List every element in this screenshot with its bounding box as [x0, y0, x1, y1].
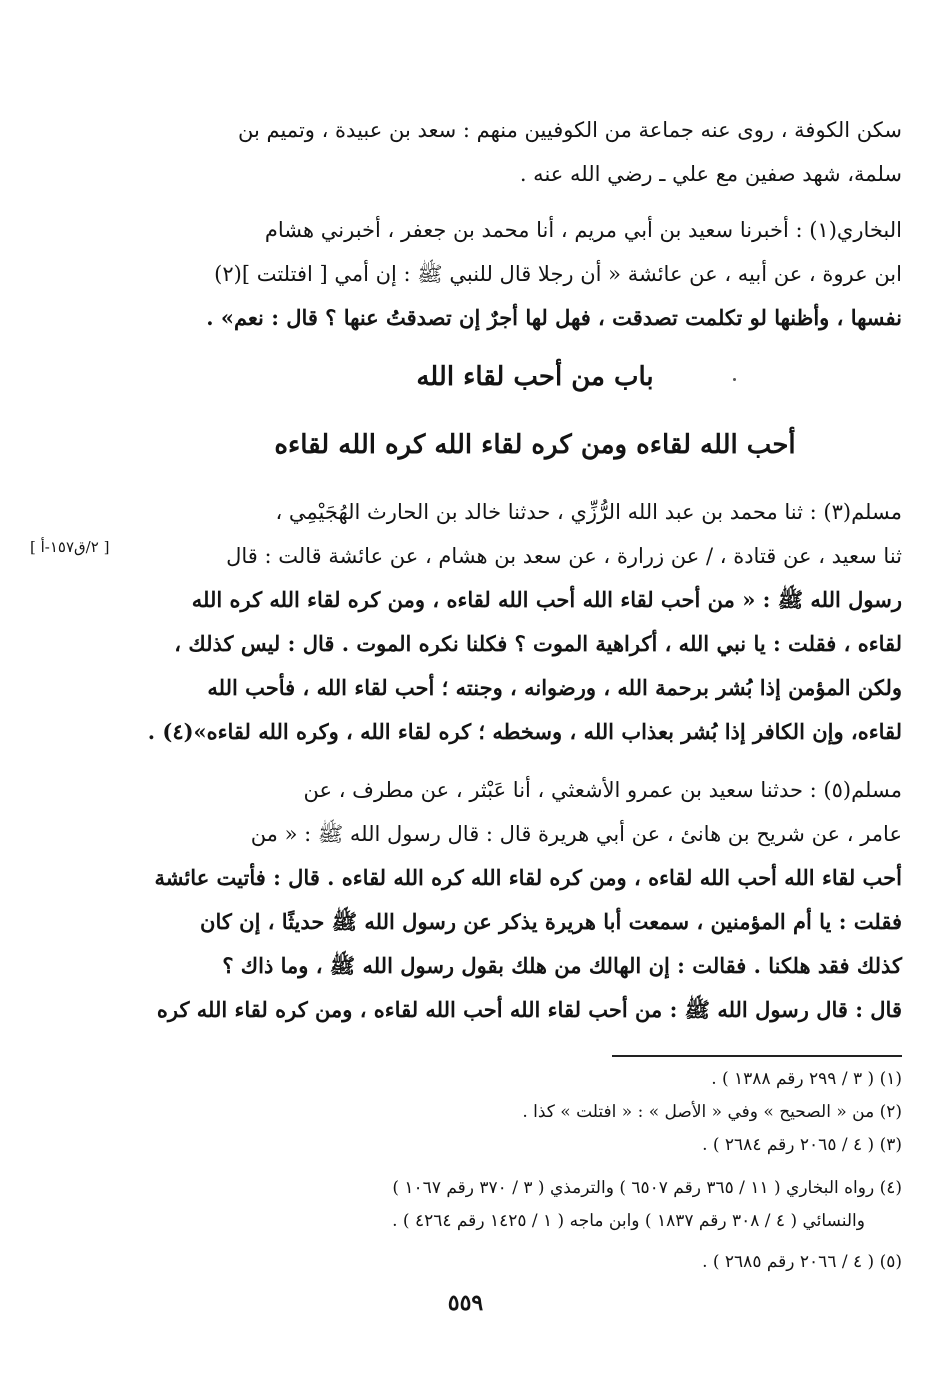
text-line: سلمة، شهد صفين مع علي ـ رضي الله عنه . [519, 162, 902, 186]
text-line: سكن الكوفة ، روى عنه جماعة من الكوفيين منهم : سعد بن عبيدة ، وتميم بن [237, 118, 902, 142]
text-line: أحب لقاء الله أحب الله لقاءه ، ومن كره لقاء الله كره الله لقاءه . قال : فأتيت عائشة [154, 865, 902, 890]
bukhari-paragraph [168, 208, 902, 340]
footnote-4-continued: والنسائي ( ٤ / ٣٠٨ رقم ١٨٣٧ ) وابن ماجه ( ١ / ١٤٢٥ رقم ٤٢٦٤ ) . [392, 1211, 865, 1231]
footnote-2: (٢) من « الصحيح » وفي « الأصل » : « افتلت » كذا . [522, 1102, 902, 1122]
muslim-paragraph-1 [147, 490, 902, 754]
text-line: لقاءه ، فقلت : يا نبي الله ، أكراهية الموت ؟ فكلنا نكره الموت . قال : ليس كذلك ، [174, 631, 902, 656]
footnote-separator [612, 1055, 902, 1057]
text-line: نفسها ، وأظنها لو تكلمت تصدقت ، فهل لها أجرٌ إن تصدقتُ عنها ؟ قال : نعم» . [206, 305, 902, 330]
text-line: لقاءه، وإن الكافر إذا بُشر بعذاب الله ، وسخطه ؛ كره لقاء الله ، وكره الله لقاءه»(٤) . [147, 719, 902, 744]
text-line: فقلت : يا أم المؤمنين ، سمعت أبا هريرة يذكر عن رسول الله ﷺ حديثًا ، إن كان [200, 909, 902, 934]
footnote-1: (١) ( ٣ / ٢٩٩ رقم ١٣٨٨ ) . [711, 1069, 902, 1089]
text-line: عامر ، عن شريح بن هانئ ، عن أبي هريرة قال : قال رسول الله ﷺ : « من [250, 822, 902, 846]
text-line: ولكن المؤمن إذا بُشر برحمة الله ، ورضوانه ، وجنته ؛ أحب لقاء الله ، فأحب الله [207, 675, 902, 700]
text-line: البخاري(١) : أخبرنا سعيد بن أبي مريم ، أنا محمد بن جعفر ، أخبرني هشام [264, 218, 902, 242]
section-heading: أحب الله لقاءه ومن كره لقاء الله كره الله لقاءه [274, 430, 796, 460]
page-number: ٥٥٩ [447, 1290, 484, 1316]
intro-paragraph [168, 108, 902, 196]
text-line: مسلم(٥) : حدثنا سعيد بن عمرو الأشعثي ، أنا عَبْثر ، عن مطرف ، عن [303, 778, 902, 802]
text-line: كذلك فقد هلكنا . فقالت : إن الهالك من هلك بقول رسول الله ﷺ ، وما ذاك ؟ [222, 953, 902, 978]
muslim-paragraph-2 [154, 768, 902, 1032]
text-line: قال : قال رسول الله ﷺ : من أحب لقاء الله أحب الله لقاءه ، ومن كره لقاء الله كره [156, 997, 902, 1022]
text-line: ثنا سعيد ، عن قتادة ، / عن زرارة ، عن سعد بن هشام ، عن عائشة قالت : قال [226, 544, 902, 568]
text-line: ابن عروة ، عن أبيه ، عن عائشة « أن رجلا قال للنبي ﷺ : إن أمي [ افتلتت ](٢) [214, 262, 902, 286]
text-line: مسلم(٣) : ثنا محمد بن عبد الله الرُّزِّي ، حدثنا خالد بن الحارث الهُجَيْمِي ، [275, 500, 902, 524]
manuscript-reference: [ ٢/ق١٥٧-أ ] [30, 538, 110, 556]
footnote-3: (٣) ( ٤ / ٢٠٦٥ رقم ٢٦٨٤ ) . [702, 1135, 902, 1155]
text-line: رسول الله ﷺ : « من أحب لقاء الله أحب الله لقاءه ، ومن كره لقاء الله كره الله [191, 587, 902, 612]
footnote-5: (٥) ( ٤ / ٢٠٦٦ رقم ٢٦٨٥ ) . [702, 1252, 902, 1272]
footnote-4: (٤) رواه البخاري ( ١١ / ٣٦٥ رقم ٦٥٠٧ ) والترمذي ( ٣ / ٣٧٠ رقم ١٠٦٧ ) [392, 1178, 902, 1198]
chapter-heading: باب من أحب لقاء الله [416, 362, 654, 392]
